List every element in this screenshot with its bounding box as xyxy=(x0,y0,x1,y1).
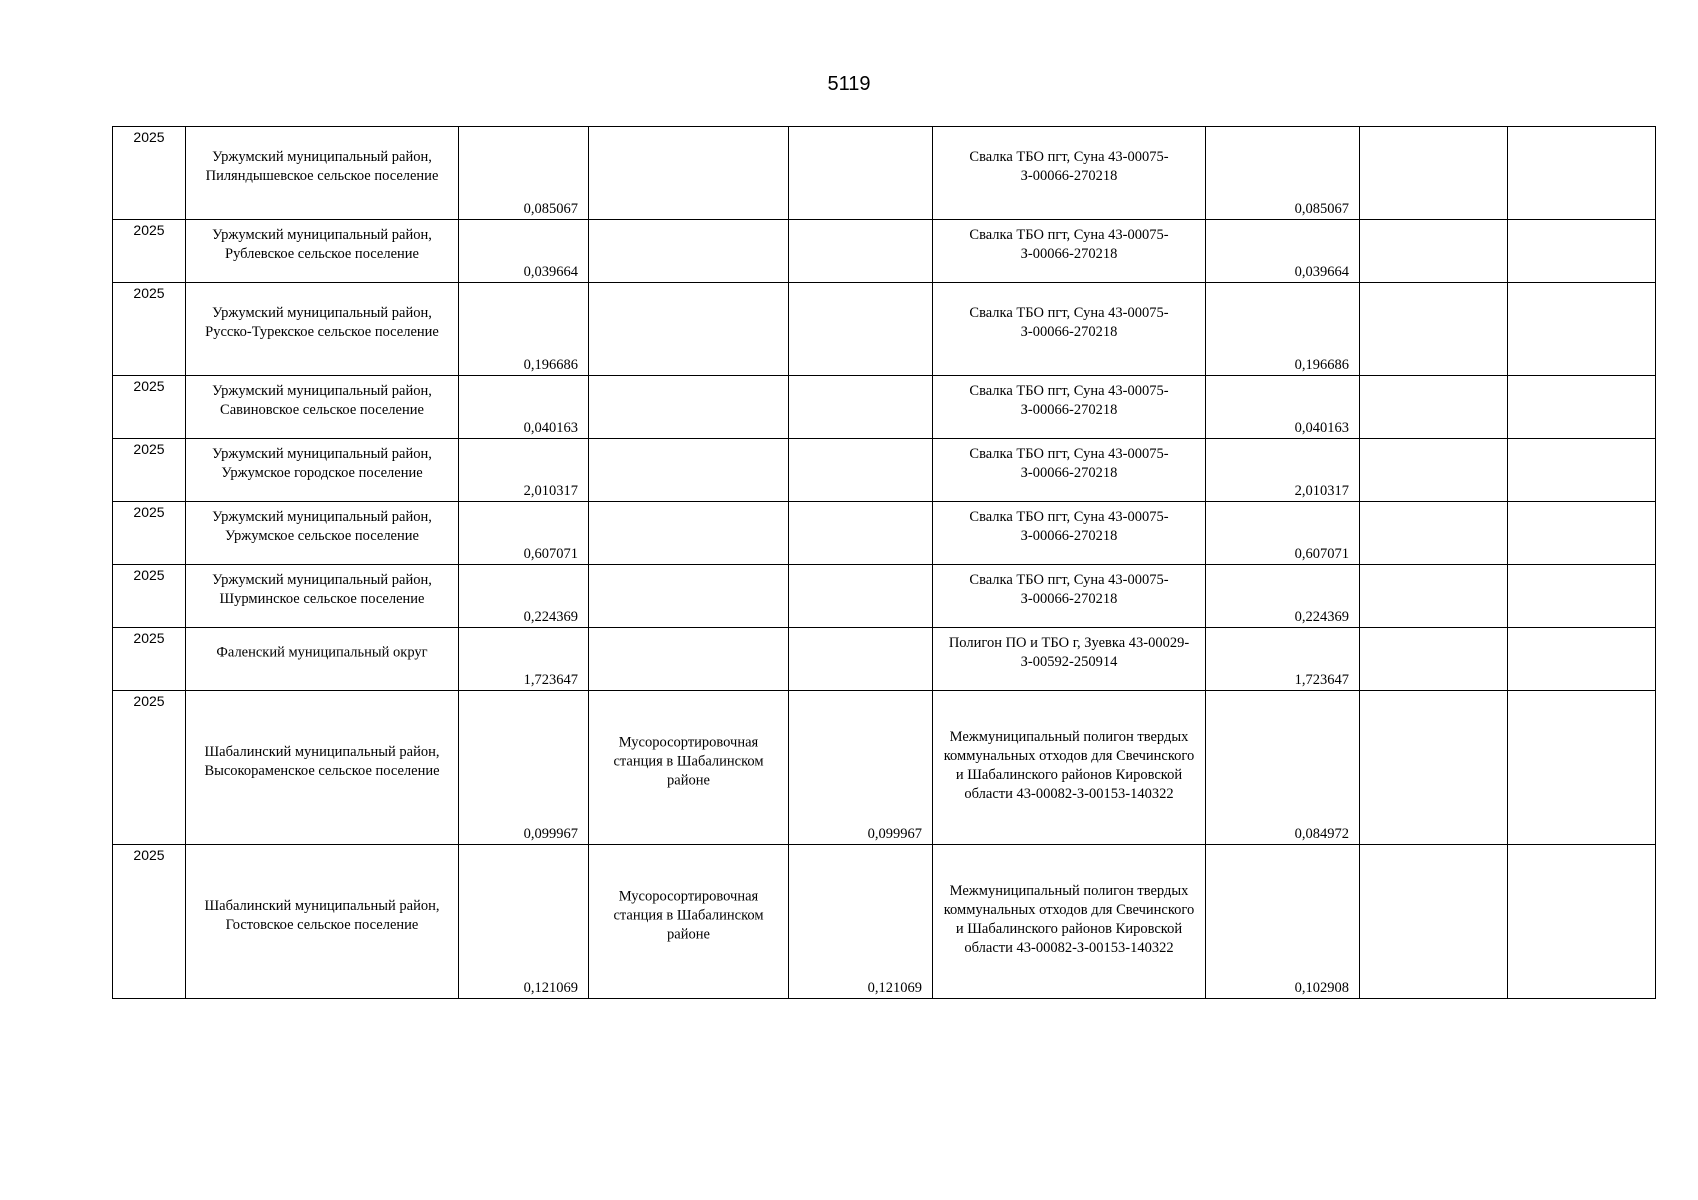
facility-cell xyxy=(933,127,1206,220)
volume-cell xyxy=(459,845,589,999)
station-cell xyxy=(589,845,789,999)
year-cell xyxy=(113,691,186,845)
facility-name: Полигон ПО и ТБО г, Зуевка 43-00029-З-00592-250914 xyxy=(948,635,1190,670)
facility-name: Свалка ТБО пгт, Суна 43-00075-З-00066-270218 xyxy=(969,383,1169,418)
volume-value: 0,196686 xyxy=(523,357,578,373)
territory-cell xyxy=(186,220,459,283)
territory-name: Шабалинский муниципальный район, Гостовское сельское поселение xyxy=(204,897,440,933)
year-value: 2025 xyxy=(133,567,165,583)
facility-volume-value: 0,607071 xyxy=(1294,546,1349,562)
territory-name: Уржумский муниципальный район, Савиновское сельское поселение xyxy=(212,383,432,418)
facility-cell xyxy=(933,628,1206,691)
territory-name: Уржумский муниципальный район, Уржумское городское поселение xyxy=(212,446,432,481)
territory-cell xyxy=(186,502,459,565)
facility-volume-value: 0,084972 xyxy=(1294,826,1349,842)
volume-cell xyxy=(459,439,589,502)
facility-volume-value: 0,085067 xyxy=(1294,201,1349,217)
facility-volume-cell xyxy=(1206,376,1360,439)
table-row xyxy=(113,691,1656,845)
station-volume-value: 0,099967 xyxy=(867,826,922,842)
territory-name: Уржумский муниципальный район, Шурминское сельское поселение xyxy=(212,572,432,607)
facility-volume-cell xyxy=(1206,628,1360,691)
station-cell xyxy=(589,376,789,439)
volume-cell xyxy=(459,691,589,845)
territory-name: Уржумский муниципальный район, Пиляндышевское сельское поселение xyxy=(205,149,439,184)
volume-cell xyxy=(459,628,589,691)
territory-cell xyxy=(186,376,459,439)
station-cell xyxy=(589,691,789,845)
empty-cell xyxy=(1360,439,1508,502)
territory-cell xyxy=(186,845,459,999)
territory-cell xyxy=(186,283,459,376)
table-row xyxy=(113,283,1656,376)
station-volume-cell xyxy=(789,439,933,502)
facility-cell xyxy=(933,376,1206,439)
facility-cell xyxy=(933,439,1206,502)
empty-cell xyxy=(1360,628,1508,691)
territory-cell xyxy=(186,439,459,502)
facility-name: Свалка ТБО пгт, Суна 43-00075-З-00066-270218 xyxy=(969,446,1169,481)
station-volume-cell xyxy=(789,691,933,845)
volume-value: 2,010317 xyxy=(523,483,578,499)
facility-volume-cell xyxy=(1206,502,1360,565)
facility-cell xyxy=(933,845,1206,999)
volume-value: 0,224369 xyxy=(523,609,578,625)
table-row xyxy=(113,565,1656,628)
territory-name: Уржумский муниципальный район, Уржумское сельское поселение xyxy=(212,509,432,544)
empty-cell xyxy=(1360,845,1508,999)
facility-volume-cell xyxy=(1206,283,1360,376)
page-number: 5119 xyxy=(827,73,871,95)
empty-cell xyxy=(1360,565,1508,628)
station-volume-value: 0,121069 xyxy=(867,980,922,996)
year-cell xyxy=(113,283,186,376)
facility-volume-value: 0,039664 xyxy=(1294,264,1349,280)
year-cell xyxy=(113,845,186,999)
empty-cell xyxy=(1508,376,1656,439)
empty-cell xyxy=(1360,127,1508,220)
year-value: 2025 xyxy=(133,129,165,145)
year-value: 2025 xyxy=(133,285,165,301)
territory-name: Уржумский муниципальный район, Рублевское сельское поселение xyxy=(212,227,432,262)
station-volume-cell xyxy=(789,127,933,220)
volume-value: 0,040163 xyxy=(523,420,578,436)
empty-cell xyxy=(1360,220,1508,283)
empty-cell xyxy=(1508,439,1656,502)
facility-volume-value: 0,224369 xyxy=(1294,609,1349,625)
facility-name: Свалка ТБО пгт, Суна 43-00075-З-00066-270218 xyxy=(969,305,1169,340)
station-volume-cell xyxy=(789,565,933,628)
table-row xyxy=(113,502,1656,565)
table-row xyxy=(113,845,1656,999)
volume-value: 0,085067 xyxy=(523,201,578,217)
station-volume-cell xyxy=(789,845,933,999)
facility-volume-cell xyxy=(1206,439,1360,502)
facility-name: Свалка ТБО пгт, Суна 43-00075-З-00066-270218 xyxy=(969,572,1169,607)
empty-cell xyxy=(1360,283,1508,376)
station-name: Мусоросортировочная станция в Шабалинском районе xyxy=(613,734,764,788)
volume-cell xyxy=(459,565,589,628)
station-cell xyxy=(589,565,789,628)
facility-cell xyxy=(933,691,1206,845)
empty-cell xyxy=(1360,376,1508,439)
facility-volume-value: 0,196686 xyxy=(1294,357,1349,373)
volume-value: 0,099967 xyxy=(523,826,578,842)
year-cell xyxy=(113,628,186,691)
year-cell xyxy=(113,127,186,220)
facility-name: Межмуниципальный полигон твердых коммунальных отходов для Свечинского и Шабалинского районов Кировской области 43-00082-З-00153-140322 xyxy=(943,728,1195,802)
empty-cell xyxy=(1508,127,1656,220)
territory-name: Фаленский муниципальный округ xyxy=(216,644,428,661)
empty-cell xyxy=(1360,502,1508,565)
territory-cell xyxy=(186,565,459,628)
territory-cell xyxy=(186,628,459,691)
volume-value: 1,723647 xyxy=(523,672,578,688)
empty-cell xyxy=(1508,845,1656,999)
facility-volume-value: 0,102908 xyxy=(1294,980,1349,996)
table-row xyxy=(113,220,1656,283)
station-volume-cell xyxy=(789,220,933,283)
station-volume-cell xyxy=(789,376,933,439)
facility-name: Свалка ТБО пгт, Суна 43-00075-З-00066-270218 xyxy=(969,509,1169,544)
facility-volume-cell xyxy=(1206,845,1360,999)
empty-cell xyxy=(1508,565,1656,628)
facility-name: Межмуниципальный полигон твердых коммунальных отходов для Свечинского и Шабалинского районов Кировской области 43-00082-З-00153-140322 xyxy=(943,882,1195,956)
station-volume-cell xyxy=(789,628,933,691)
table-row xyxy=(113,127,1656,220)
volume-value: 0,121069 xyxy=(523,980,578,996)
empty-cell xyxy=(1508,628,1656,691)
territory-cell xyxy=(186,691,459,845)
facility-name: Свалка ТБО пгт, Суна 43-00075-З-00066-270218 xyxy=(969,227,1169,262)
facility-volume-value: 2,010317 xyxy=(1294,483,1349,499)
volume-value: 0,607071 xyxy=(523,546,578,562)
waste-flow-table xyxy=(112,126,1656,999)
station-name: Мусоросортировочная станция в Шабалинском районе xyxy=(613,888,764,942)
volume-cell xyxy=(459,220,589,283)
empty-cell xyxy=(1508,502,1656,565)
year-cell xyxy=(113,565,186,628)
station-cell xyxy=(589,127,789,220)
year-cell xyxy=(113,439,186,502)
facility-cell xyxy=(933,220,1206,283)
year-value: 2025 xyxy=(133,630,165,646)
station-cell xyxy=(589,502,789,565)
year-value: 2025 xyxy=(133,504,165,520)
year-cell xyxy=(113,220,186,283)
station-cell xyxy=(589,283,789,376)
facility-volume-cell xyxy=(1206,691,1360,845)
station-cell xyxy=(589,439,789,502)
year-value: 2025 xyxy=(133,847,165,863)
station-volume-cell xyxy=(789,502,933,565)
facility-cell xyxy=(933,502,1206,565)
volume-cell xyxy=(459,283,589,376)
year-cell xyxy=(113,502,186,565)
year-value: 2025 xyxy=(133,441,165,457)
facility-volume-value: 0,040163 xyxy=(1294,420,1349,436)
facility-volume-cell xyxy=(1206,565,1360,628)
empty-cell xyxy=(1508,220,1656,283)
volume-cell xyxy=(459,376,589,439)
year-value: 2025 xyxy=(133,693,165,709)
facility-cell xyxy=(933,565,1206,628)
table-row xyxy=(113,376,1656,439)
station-cell xyxy=(589,220,789,283)
volume-cell xyxy=(459,502,589,565)
year-cell xyxy=(113,376,186,439)
territory-cell xyxy=(186,127,459,220)
station-cell xyxy=(589,628,789,691)
facility-volume-cell xyxy=(1206,220,1360,283)
facility-cell xyxy=(933,283,1206,376)
facility-volume-cell xyxy=(1206,127,1360,220)
volume-value: 0,039664 xyxy=(523,264,578,280)
territory-name: Уржумский муниципальный район, Русско-Турекское сельское поселение xyxy=(205,305,439,340)
volume-cell xyxy=(459,127,589,220)
facility-name: Свалка ТБО пгт, Суна 43-00075-З-00066-270218 xyxy=(969,149,1169,184)
station-volume-cell xyxy=(789,283,933,376)
empty-cell xyxy=(1508,691,1656,845)
facility-volume-value: 1,723647 xyxy=(1294,672,1349,688)
year-value: 2025 xyxy=(133,222,165,238)
year-value: 2025 xyxy=(133,378,165,394)
table-row xyxy=(113,439,1656,502)
empty-cell xyxy=(1508,283,1656,376)
table-row xyxy=(113,628,1656,691)
territory-name: Шабалинский муниципальный район, Высокораменское сельское поселение xyxy=(204,743,440,779)
empty-cell xyxy=(1360,691,1508,845)
